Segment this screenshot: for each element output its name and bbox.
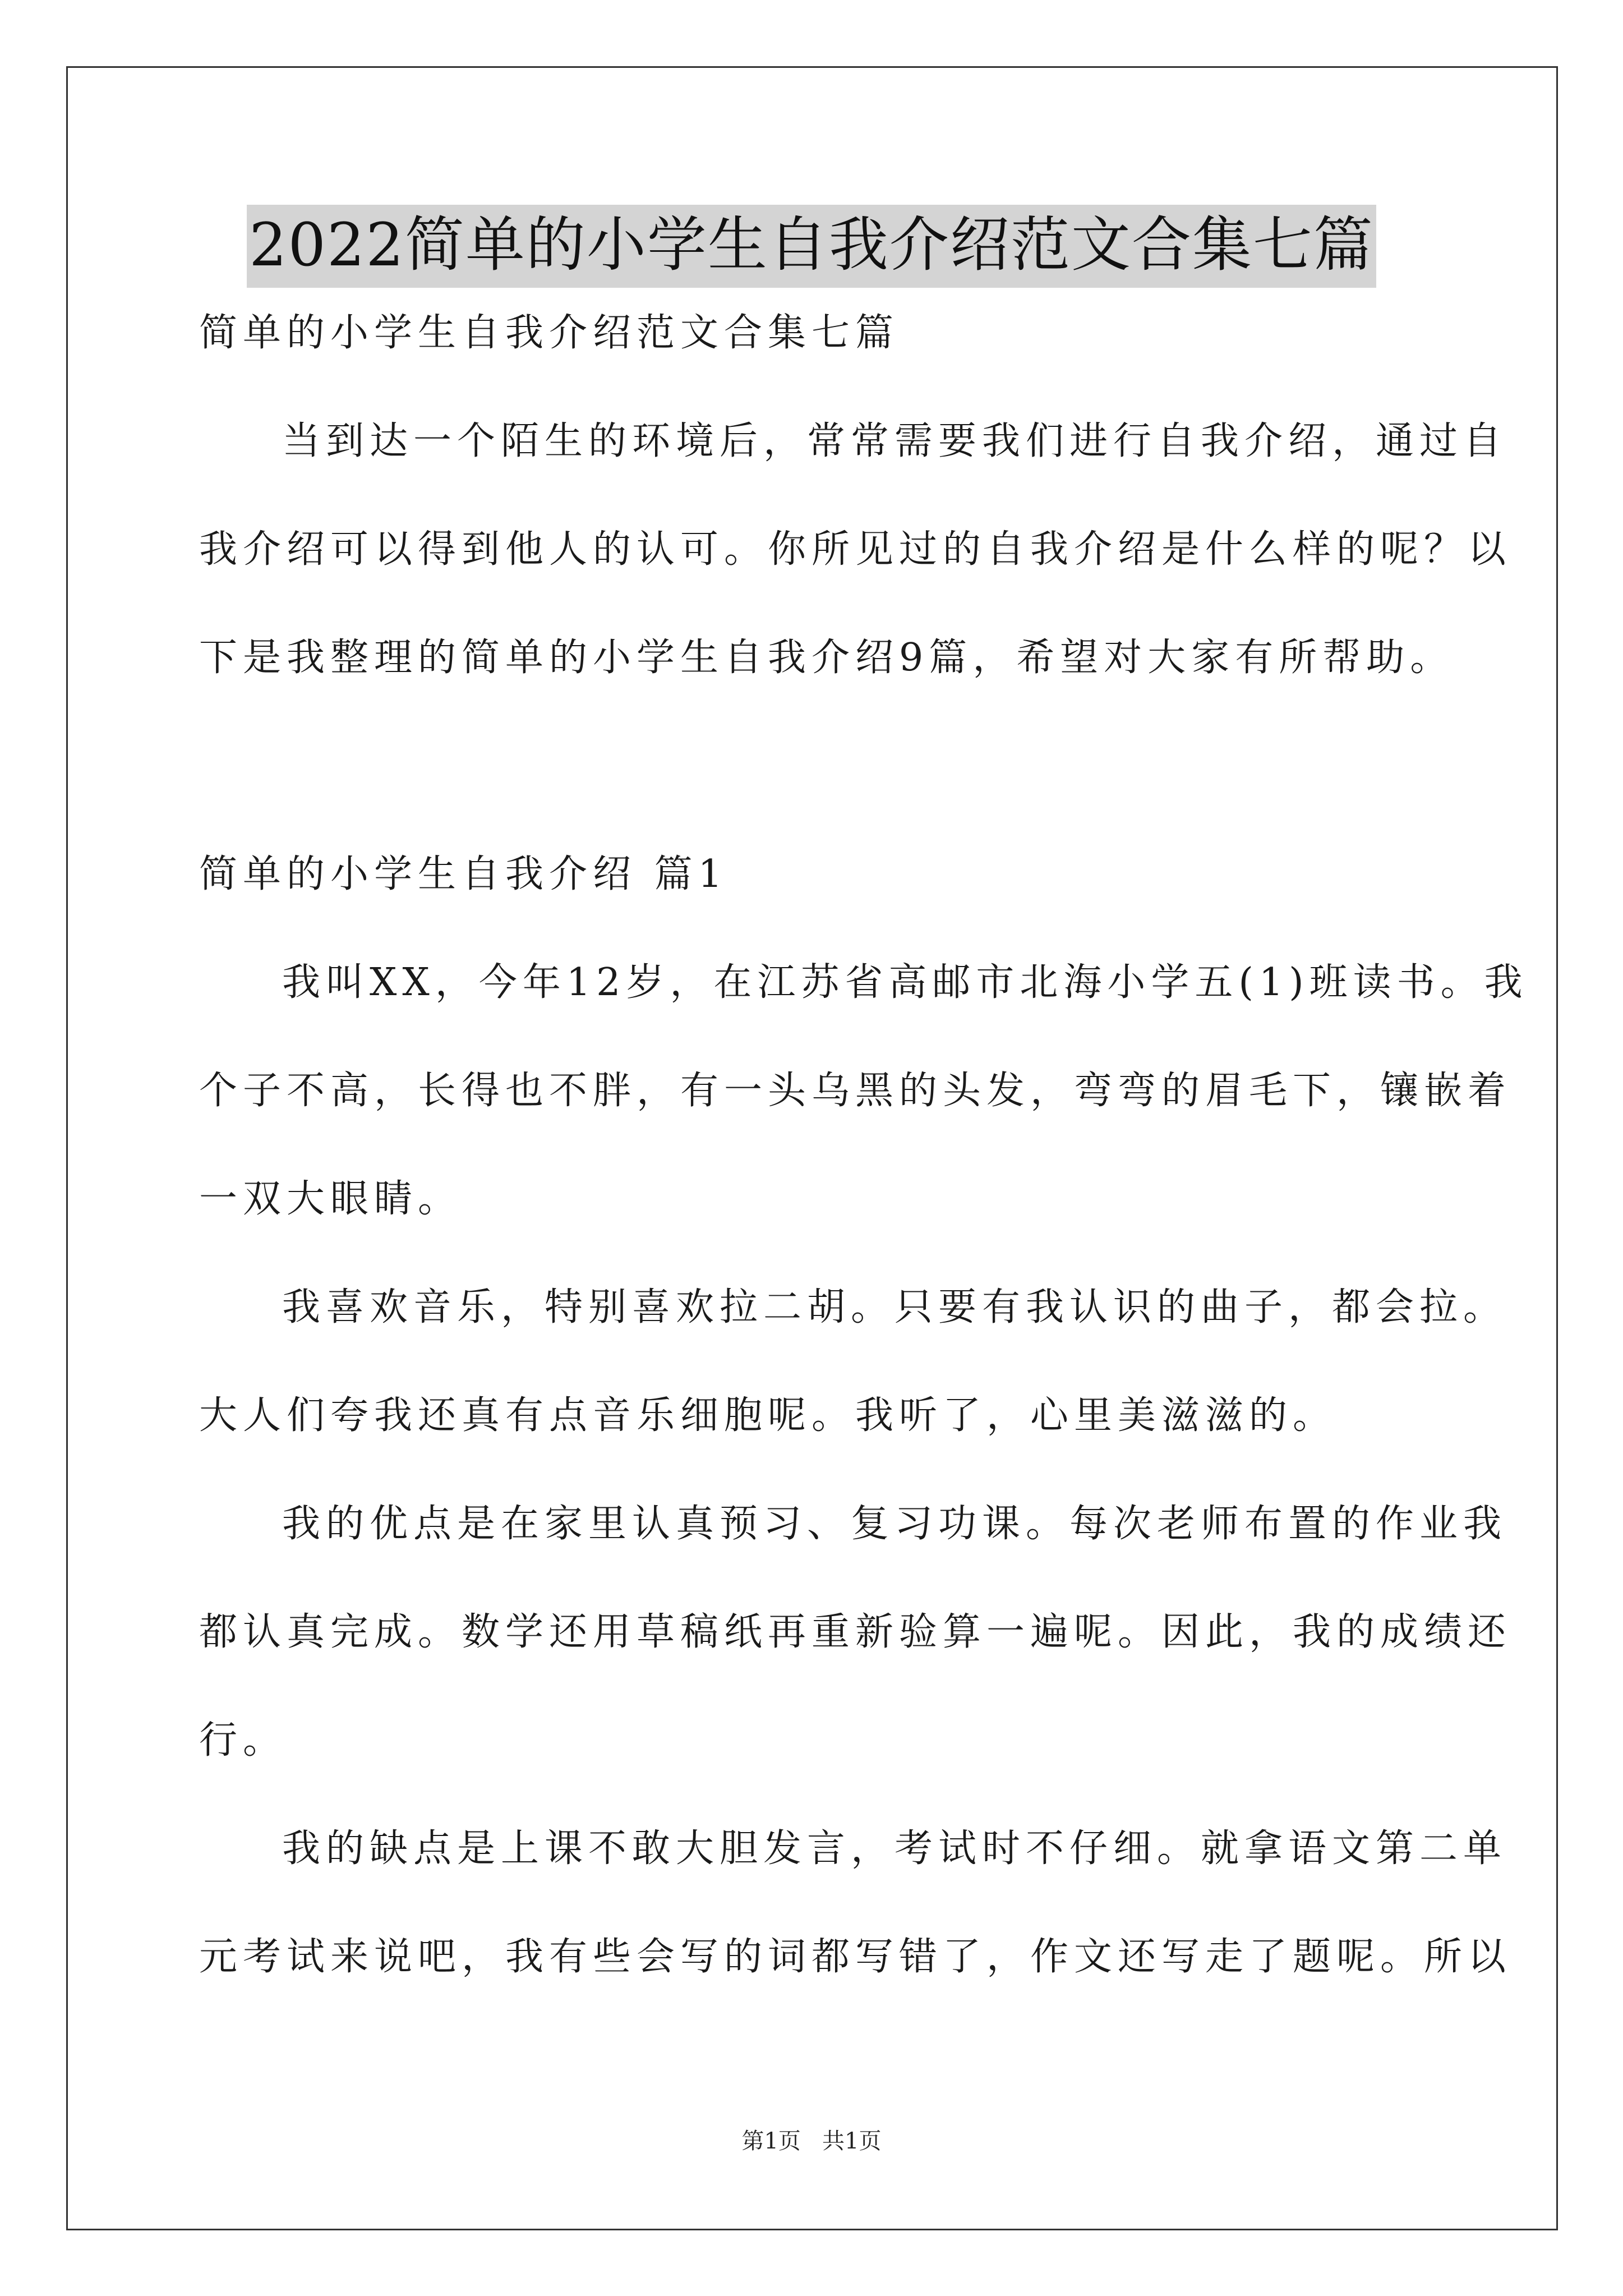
intro-line-1: 当到达一个陌生的环境后，常常需要我们进行自我介绍，通过自 — [282, 419, 1507, 463]
para4-line-2: 元考试来说吧，我有些会写的词都写错了，作文还写走了题呢。所以 — [199, 1935, 1512, 1979]
document-title: 2022简单的小学生自我介绍范文合集七篇 — [247, 205, 1376, 288]
subtitle-line: 简单的小学生自我介绍范文合集七篇 — [199, 311, 900, 355]
para3-line-1: 我的优点是在家里认真预习、复习功课。每次老师布置的作业我 — [282, 1502, 1507, 1546]
para1-line-3: 一双大眼睛。 — [199, 1177, 462, 1221]
para4-line-1: 我的缺点是上课不敢大胆发言，考试时不仔细。就拿语文第二单 — [282, 1826, 1507, 1871]
title-wrap — [0, 205, 1623, 288]
page-footer: 第1页 共1页 — [741, 2128, 882, 2154]
page-border — [66, 66, 1558, 2230]
para3-line-2: 都认真完成。数学还用草稿纸再重新验算一遍呢。因此，我的成绩还 — [199, 1610, 1512, 1654]
para2-line-1: 我喜欢音乐，特别喜欢拉二胡。只要有我认识的曲子，都会拉。 — [282, 1285, 1507, 1329]
para1-line-1: 我叫XX，今年12岁，在江苏省高邮市北海小学五(1)班读书。我 — [282, 960, 1528, 1005]
intro-line-2: 我介绍可以得到他人的认可。你所见过的自我介绍是什么样的呢？以 — [199, 527, 1512, 572]
para3-line-3: 行。 — [199, 1718, 287, 1763]
section-heading: 简单的小学生自我介绍 篇1 — [199, 852, 728, 896]
para1-line-2: 个子不高，长得也不胖，有一头乌黑的头发，弯弯的眉毛下，镶嵌着 — [199, 1069, 1512, 1113]
intro-line-3: 下是我整理的简单的小学生自我介绍9篇，希望对大家有所帮助。 — [199, 636, 1454, 680]
para2-line-2: 大人们夸我还真有点音乐细胞呢。我听了，心里美滋滋的。 — [199, 1393, 1337, 1438]
